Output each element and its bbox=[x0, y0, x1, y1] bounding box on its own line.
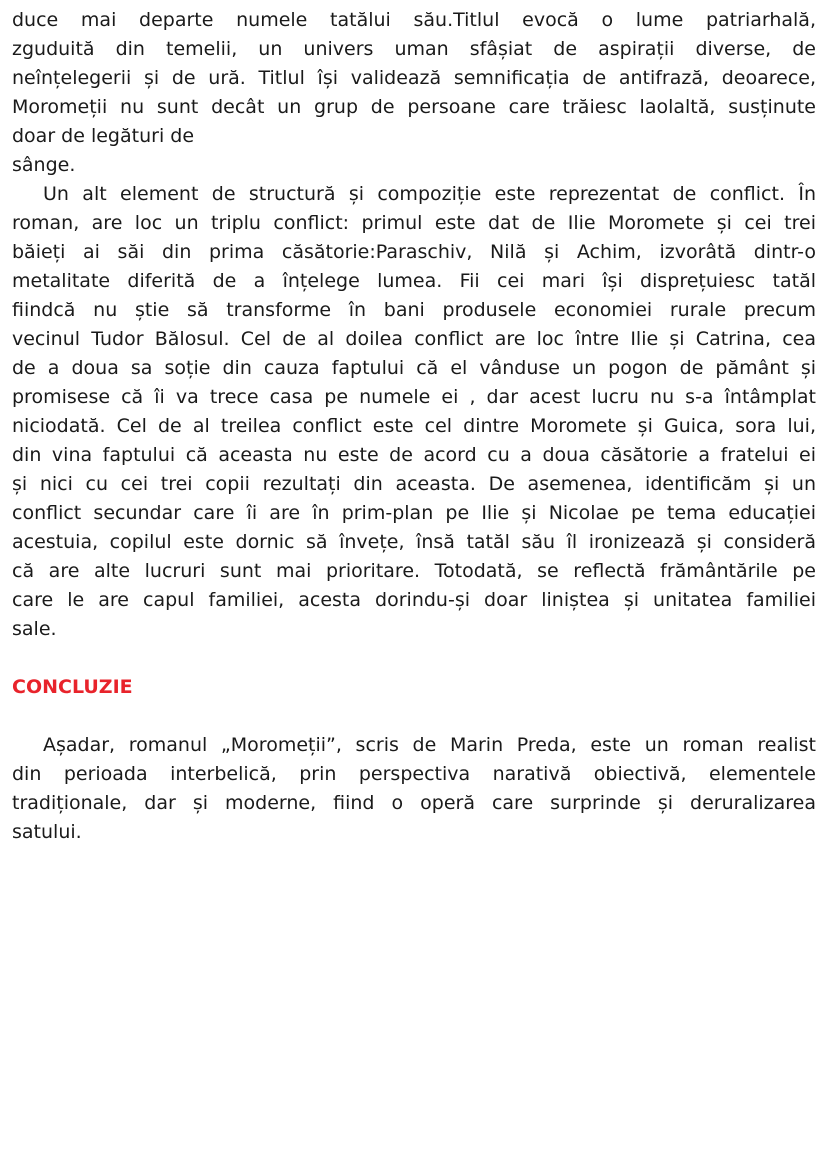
text-line: de a doua sa soție din cauza faptului că el vânduse un pogon de pământ și bbox=[12, 357, 816, 379]
paragraph-conflict bbox=[12, 180, 816, 644]
text-line: Moromeții nu sunt decât un grup de persoane care trăiesc laolaltă, susținute bbox=[12, 96, 816, 118]
text-line: fiindcă nu știe să transforme în bani produsele economiei rurale precum bbox=[12, 299, 816, 321]
text-line: din perioada interbelică, prin perspectiva narativă obiectivă, elementele bbox=[12, 763, 816, 785]
text-line-first bbox=[12, 731, 816, 760]
text-line: doar de legături de bbox=[12, 125, 195, 147]
text-line: niciodată. Cel de al treilea conflict este cel dintre Moromete și Guica, sora lui, bbox=[12, 415, 816, 437]
text-line: că are alte lucruri sunt mai prioritare. Totodată, se reflectă frământările pe bbox=[12, 560, 816, 582]
text-line: sale. bbox=[12, 618, 57, 640]
text-line: sânge. bbox=[12, 154, 76, 176]
text-line: care le are capul familiei, acesta dorindu-și doar liniștea și unitatea familiei bbox=[12, 589, 816, 611]
text-line: zguduită din temelii, un univers uman sfâșiat de aspirații diverse, de bbox=[12, 38, 816, 60]
text-line: din vina faptului că aceasta nu este de acord cu a doua căsătorie a fratelui ei bbox=[12, 444, 816, 466]
text-line: acestuia, copilul este dornic să învețe, însă tatăl său îl ironizează și consideră bbox=[12, 531, 816, 553]
section-heading-conclusion: CONCLUZIE bbox=[12, 676, 133, 698]
text-line: metalitate diferită de a înțelege lumea. Fii cei mari își disprețuiesc tatăl bbox=[12, 270, 816, 292]
text-line: duce mai departe numele tatălui său.Titlul evocă o lume patriarhală, bbox=[12, 9, 816, 31]
paragraph-title-meaning bbox=[12, 6, 816, 180]
text-line: satului. bbox=[12, 821, 82, 843]
text-line-content: Așadar, romanul „Moromeții”, scris de Marin Preda, este un roman realist bbox=[43, 734, 816, 756]
text-line: vecinul Tudor Bălosul. Cel de al doilea conflict are loc între Ilie și Catrina, cea bbox=[12, 328, 816, 350]
text-line-content: Un alt element de structură și compoziție este reprezentat de conflict. În bbox=[43, 183, 816, 205]
document-page bbox=[12, 6, 816, 847]
paragraph-conclusion bbox=[12, 731, 816, 847]
text-line-first bbox=[12, 180, 816, 209]
text-line: tradiționale, dar și moderne, fiind o operă care surprinde și deruralizarea bbox=[12, 792, 816, 814]
text-line: neînțelegerii și de ură. Titlul își validează semnificația de antifrază, deoarece, bbox=[12, 67, 816, 89]
spacer bbox=[12, 702, 816, 731]
text-line: roman, are loc un triplu conflict: primul este dat de Ilie Moromete și cei trei bbox=[12, 212, 816, 234]
text-line: și nici cu cei trei copii rezultați din aceasta. De asemenea, identificăm și un bbox=[12, 473, 816, 495]
text-line: promisese că îi va trece casa pe numele ei , dar acest lucru nu s-a întâmplat bbox=[12, 386, 816, 408]
text-line: băieți ai săi din prima căsătorie:Paraschiv, Nilă și Achim, izvorâtă dintr-o bbox=[12, 241, 816, 263]
text-line: conflict secundar care îi are în prim-plan pe Ilie și Nicolae pe tema educației bbox=[12, 502, 816, 524]
